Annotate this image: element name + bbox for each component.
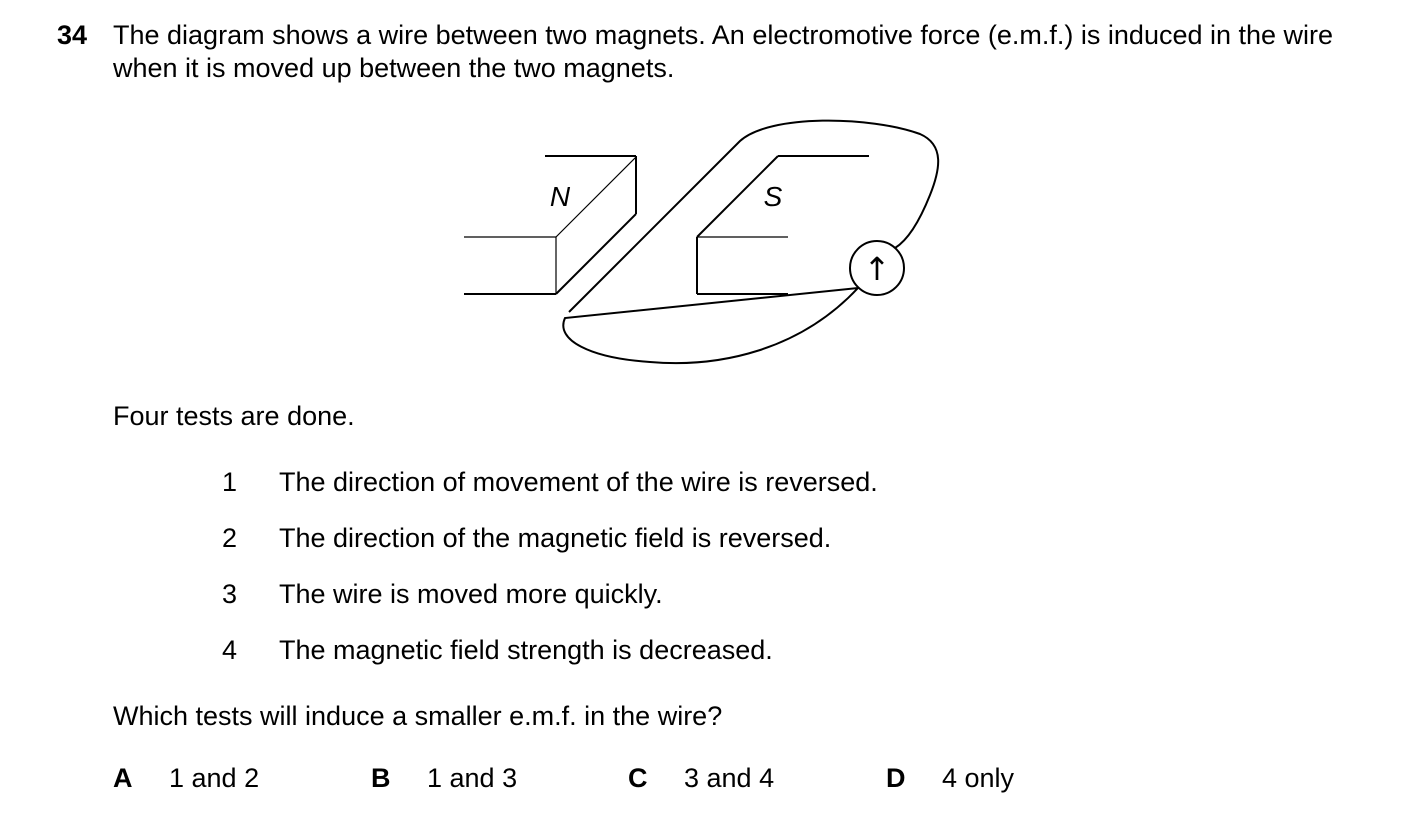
option-text: 1 and 2 xyxy=(169,763,260,793)
option-b[interactable] xyxy=(371,762,517,795)
option-letter: D xyxy=(886,763,906,793)
test-number: 2 xyxy=(222,523,238,553)
option-text: 1 and 3 xyxy=(427,763,518,793)
question-number: 34 xyxy=(57,20,88,50)
option-text: 3 and 4 xyxy=(684,763,775,793)
test-text: The magnetic field strength is decreased. xyxy=(279,635,773,665)
tests-intro: Four tests are done. xyxy=(113,401,355,431)
option-text: 4 only xyxy=(942,763,1015,793)
test-text: The wire is moved more quickly. xyxy=(279,579,663,609)
south-label: S xyxy=(763,181,783,212)
option-letter: A xyxy=(113,763,133,793)
magnet-wire-diagram xyxy=(440,110,960,380)
test-number: 4 xyxy=(222,635,238,665)
question-stem: The diagram shows a wire between two magnets. An electromotive force (e.m.f.) is induced in the wire when it is moved up between the two magnets. xyxy=(113,20,1334,83)
test-number: 1 xyxy=(222,467,238,497)
south-magnet xyxy=(697,156,869,294)
meter-arrow-icon: ↑ xyxy=(863,250,891,288)
test-number: 3 xyxy=(222,579,238,609)
galvanometer xyxy=(850,241,904,295)
option-c[interactable] xyxy=(628,762,774,795)
north-label: N xyxy=(549,181,571,212)
option-a[interactable] xyxy=(113,762,259,795)
option-letter: C xyxy=(628,763,648,793)
option-letter: B xyxy=(371,763,391,793)
north-magnet xyxy=(464,156,636,294)
option-d[interactable] xyxy=(886,762,1014,795)
question-prompt: Which tests will induce a smaller e.m.f. in the wire? xyxy=(113,701,723,731)
test-text: The direction of movement of the wire is reversed. xyxy=(279,467,878,497)
test-text: The direction of the magnetic field is reversed. xyxy=(279,523,832,553)
